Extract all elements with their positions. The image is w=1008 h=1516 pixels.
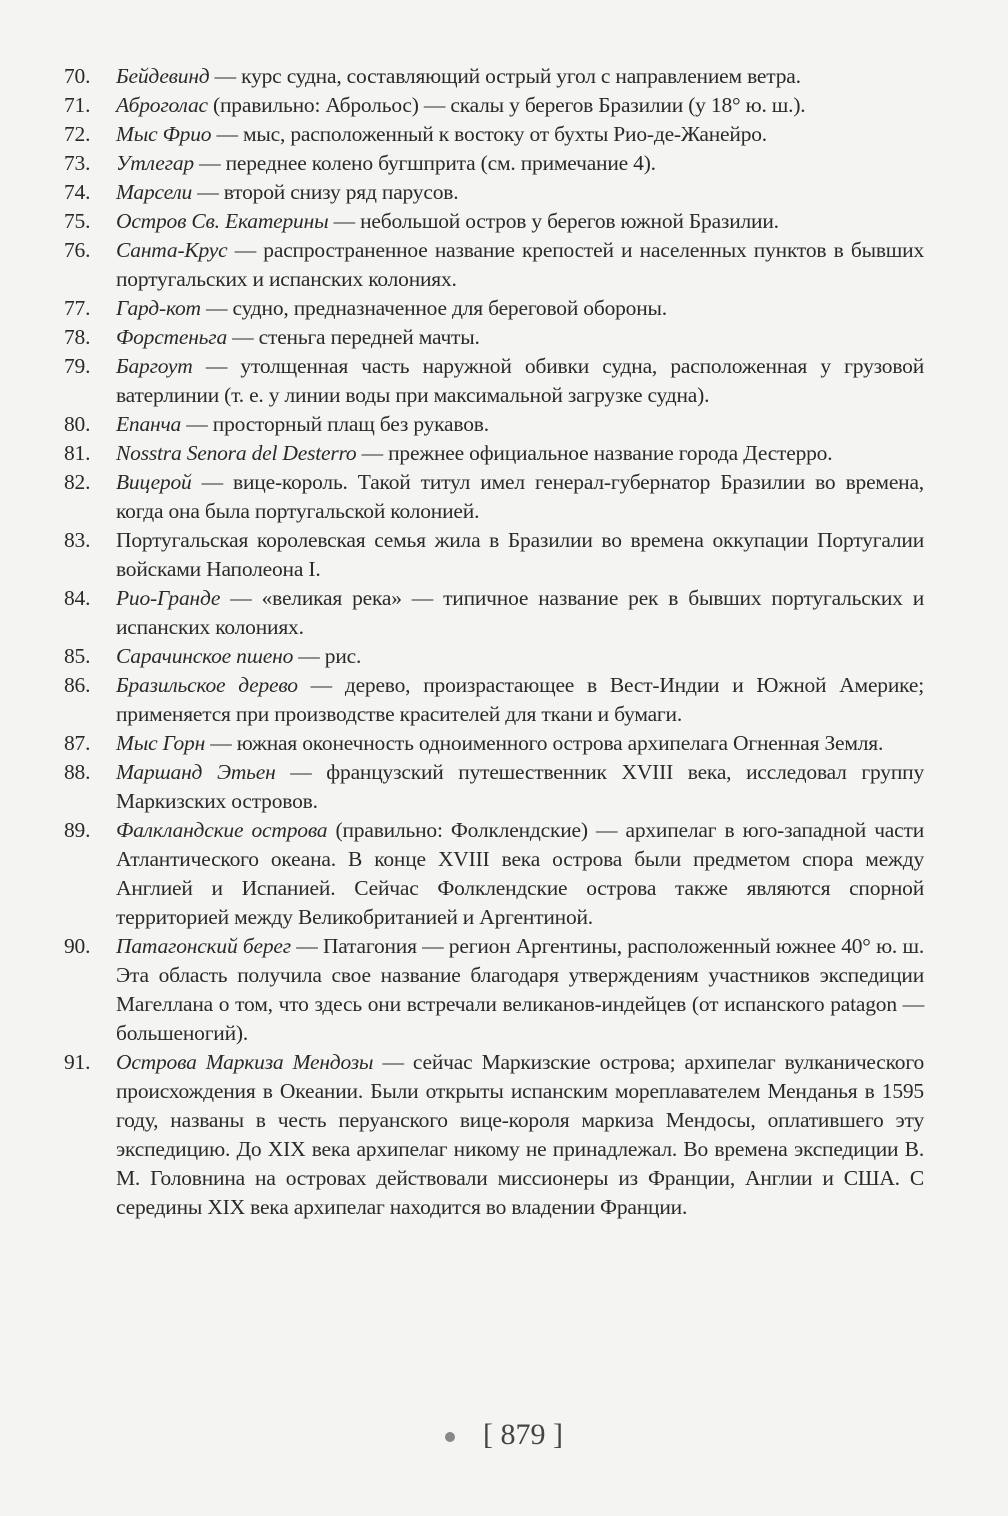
note-item: [64, 439, 924, 468]
note-text: (правильно: Фолклендские) — архипелаг в юго-западной части Атлантического океана. В конце XVIII века острова были предметом спора между Англией и Испанией. Сейчас Фолклендские острова также являются спорной территорией между Великобританией и Аргентиной.: [116, 818, 924, 929]
note-number: 77.: [64, 296, 91, 320]
note-item: [64, 178, 924, 207]
bullet-ornament-icon: [445, 1432, 455, 1442]
note-term: Вицерой: [116, 470, 192, 494]
note-term: Мыс Горн: [116, 731, 206, 755]
note-item: [64, 410, 924, 439]
note-text: — стеньга передней мачты.: [227, 325, 480, 349]
note-term: Бейдевинд: [116, 64, 210, 88]
note-item: [64, 120, 924, 149]
note-term: Утлегар: [116, 151, 194, 175]
note-number: 87.: [64, 731, 91, 755]
note-item: [64, 642, 924, 671]
note-text: — дерево, произрастающее в Вест-Индии и Южной Америке; применяется при производстве красителей для ткани и бумаги.: [116, 673, 924, 726]
note-number: 90.: [64, 934, 91, 958]
note-number: 71.: [64, 93, 91, 117]
note-text: — французский путешественник XVIII века, исследовал группу Маркизских островов.: [116, 760, 924, 813]
note-text: — прежнее официальное название города Дестерро.: [356, 441, 833, 465]
note-number: 70.: [64, 64, 91, 88]
note-term: Патагонский берег: [116, 934, 291, 958]
note-text: Португальская королевская семья жила в Бразилии во времена оккупации Португалии войсками Наполеона I.: [116, 528, 924, 581]
note-number: 73.: [64, 151, 91, 175]
note-number: 84.: [64, 586, 91, 610]
note-number: 88.: [64, 760, 91, 784]
note-number: 75.: [64, 209, 91, 233]
note-term: Баргоут: [116, 354, 193, 378]
note-term: Санта-Крус: [116, 238, 228, 262]
note-item: [64, 816, 924, 932]
note-term: Фалкландские острова: [116, 818, 328, 842]
note-term: Гард-кот: [116, 296, 201, 320]
note-text: — курс судна, составляющий острый угол с направлением ветра.: [209, 64, 801, 88]
page-footer: [0, 1418, 1008, 1452]
note-item: [64, 236, 924, 294]
note-text: — распространенное название крепостей и населенных пунктов в бывших португальских и испанских колониях.: [116, 238, 924, 291]
note-term: Сарачинское пшено: [116, 644, 294, 668]
note-text: — судно, предназначенное для береговой обороны.: [200, 296, 667, 320]
note-text: — рис.: [293, 644, 362, 668]
note-text: (правильно: Аброльос) — скалы у берегов Бразилии (у 18° ю. ш.).: [207, 93, 806, 117]
note-item: [64, 207, 924, 236]
note-number: 79.: [64, 354, 91, 378]
note-text: — просторный плащ без рукавов.: [181, 412, 489, 436]
note-number: 82.: [64, 470, 91, 494]
note-number: 76.: [64, 238, 91, 262]
note-number: 91.: [64, 1050, 91, 1074]
note-term: Nosstra Senora del Desterro: [116, 441, 357, 465]
note-item: [64, 671, 924, 729]
note-text: — мыс, расположенный к востоку от бухты Рио-де-Жанейро.: [211, 122, 767, 146]
note-term: Епанча: [116, 412, 182, 436]
note-term: Марсели: [116, 180, 193, 204]
note-text: — «великая река» — типичное название рек в бывших португальских и испанских колониях.: [116, 586, 924, 639]
note-term: Маршанд Этьен: [116, 760, 276, 784]
note-number: 83.: [64, 528, 91, 552]
note-term: Мыс Фрио: [116, 122, 212, 146]
note-text: — второй снизу ряд парусов.: [192, 180, 459, 204]
note-number: 78.: [64, 325, 91, 349]
note-item: [64, 323, 924, 352]
note-item: [64, 758, 924, 816]
note-number: 81.: [64, 441, 91, 465]
note-item: [64, 62, 924, 91]
note-term: Рио-Гранде: [116, 586, 221, 610]
page-number: [ 879 ]: [483, 1418, 563, 1451]
note-text: — небольшой остров у берегов южной Бразилии.: [328, 209, 779, 233]
note-term: Острова Маркиза Мендозы: [116, 1050, 374, 1074]
note-item: [64, 149, 924, 178]
note-item: [64, 352, 924, 410]
note-number: 74.: [64, 180, 91, 204]
note-text: — вице-король. Такой титул имел генерал-губернатор Бразилии во времена, когда она была португальской колонией.: [116, 470, 924, 523]
note-number: 80.: [64, 412, 91, 436]
note-number: 86.: [64, 673, 91, 697]
note-term: Бразильское дерево: [116, 673, 298, 697]
note-item: [64, 526, 924, 584]
notes-list: [64, 62, 924, 1222]
note-number: 85.: [64, 644, 91, 668]
note-number: 72.: [64, 122, 91, 146]
note-term: Остров Св. Екатерины: [116, 209, 329, 233]
note-text: — переднее колено бугшприта (см. примечание 4).: [193, 151, 656, 175]
note-item: [64, 1048, 924, 1222]
note-text: — Патагония — регион Аргентины, расположенный южнее 40° ю. ш. Эта область получила свое название благодаря утверждениям участников экспедиции Магеллана о том, что здесь они встречали великанов-индейцев (от испанского patagon — большеногий).: [116, 934, 924, 1045]
note-item: [64, 729, 924, 758]
note-item: [64, 294, 924, 323]
note-text: — южная оконечность одноименного острова архипелага Огненная Земля.: [205, 731, 884, 755]
note-item: [64, 932, 924, 1048]
note-text: — сейчас Маркизские острова; архипелаг вулканического происхождения в Океании. Были открыты испанским мореплавателем Менданья в 1595 году, названы в честь перуанского вице-короля маркиза Мендосы, оплатившего эту экспедицию. До XIX века архипелаг никому не принадлежал. Во времена экспедиции В. М. Головнина на островах действовали миссионеры из Франции, Англии и США. С середины XIX века архипелаг находится во владении Франции.: [116, 1050, 924, 1219]
note-item: [64, 584, 924, 642]
note-term: Аброголас: [116, 93, 208, 117]
note-text: — утолщенная часть наружной обивки судна, расположенная у грузовой ватерлинии (т. е. у линии воды при максимальной загрузке судна).: [116, 354, 924, 407]
note-item: [64, 91, 924, 120]
note-term: Форстеньга: [116, 325, 227, 349]
note-item: [64, 468, 924, 526]
note-number: 89.: [64, 818, 91, 842]
